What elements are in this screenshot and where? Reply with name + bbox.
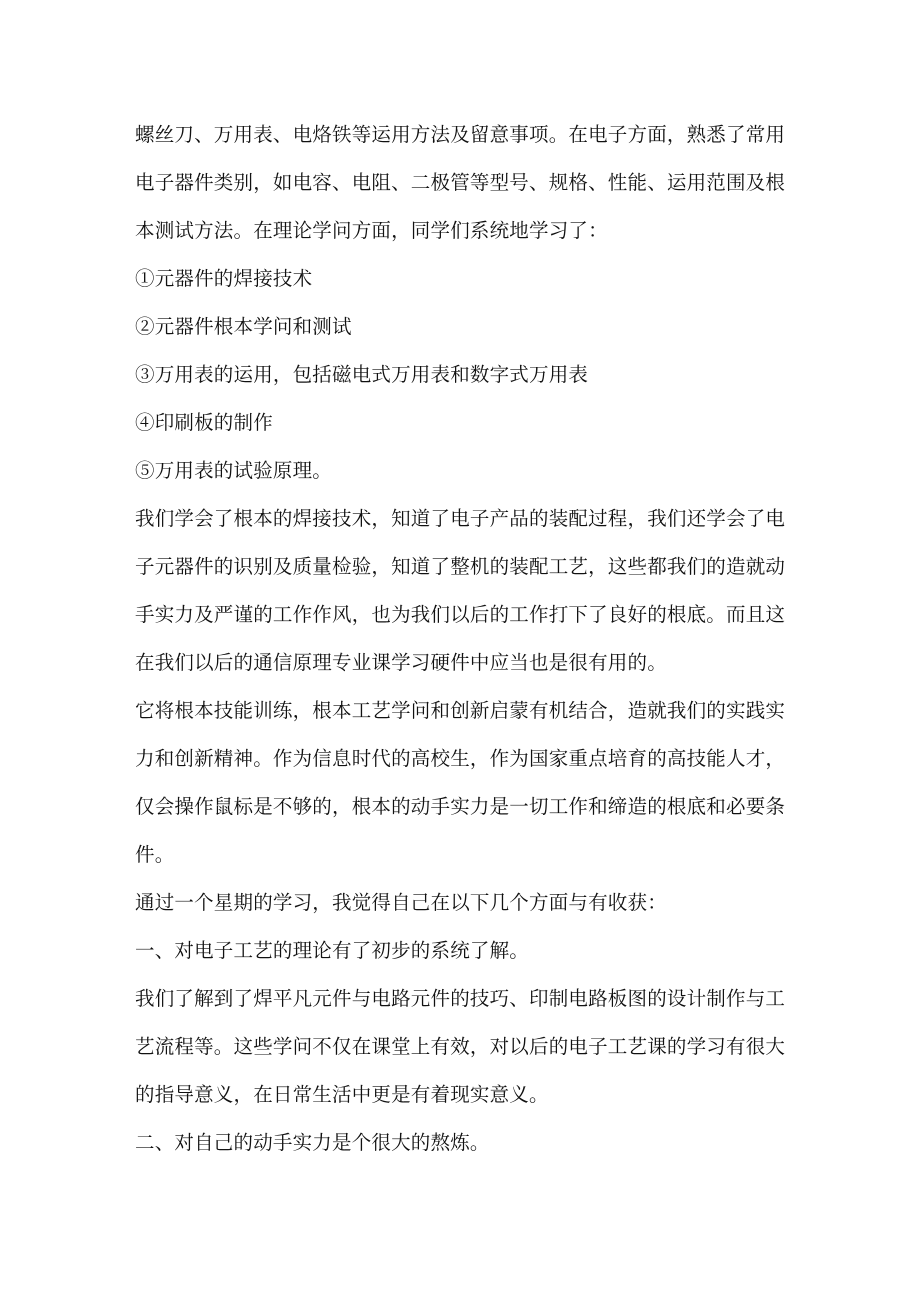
paragraph-intro: 螺丝刀、万用表、电烙铁等运用方法及留意事项。在电子方面，熟悉了常用电子器件类别，如电容、电阻、二极管等型号、规格、性能、运用范围及根本测试方法。在理论学问方面，同学们系统地学习了： (135, 123, 786, 242)
list-item-3: ③万用表的运用，包括磁电式万用表和数字式万用表 (135, 363, 589, 386)
list-item-4: ④印刷板的制作 (135, 411, 273, 434)
paragraph-summary-intro: 通过一个星期的学习，我觉得自己在以下几个方面与有收获： (135, 891, 667, 914)
section-heading-2: 二、对自己的动手实力是个很大的熬炼。 (135, 1131, 490, 1154)
list-item-2: ②元器件根本学问和测试 (135, 315, 352, 338)
list-item-5: ⑤万用表的试验原理。 (135, 459, 333, 482)
paragraph-training-purpose: 它将根本技能训练，根本工艺学问和创新启蒙有机结合，造就我们的实践实力和创新精神。作为信息时代的高校生，作为国家重点培育的高技能人才，仅会操作鼠标是不够的，根本的动手实力是一切工作和缔造的根底和必要条件。 (135, 699, 786, 866)
list-item-1: ①元器件的焊接技术 (135, 267, 313, 290)
paragraph-section-1: 我们了解到了焊平凡元件与电路元件的技巧、印制电路板图的设计制作与工艺流程等。这些学问不仅在课堂上有效，对以后的电子工艺课的学习有很大的指导意义，在日常生活中更是有着现实意义。 (135, 987, 786, 1106)
document-body (135, 111, 797, 1167)
section-heading-1: 一、对电子工艺的理论有了初步的系统了解。 (135, 939, 530, 962)
paragraph-skills-learned: 我们学会了根本的焊接技术，知道了电子产品的装配过程，我们还学会了电子元器件的识别及质量检验，知道了整机的装配工艺，这些都我们的造就动手实力及严谨的工作作风，也为我们以后的工作打下了良好的根底。而且这在我们以后的通信原理专业课学习硬件中应当也是很有用的。 (135, 507, 786, 674)
